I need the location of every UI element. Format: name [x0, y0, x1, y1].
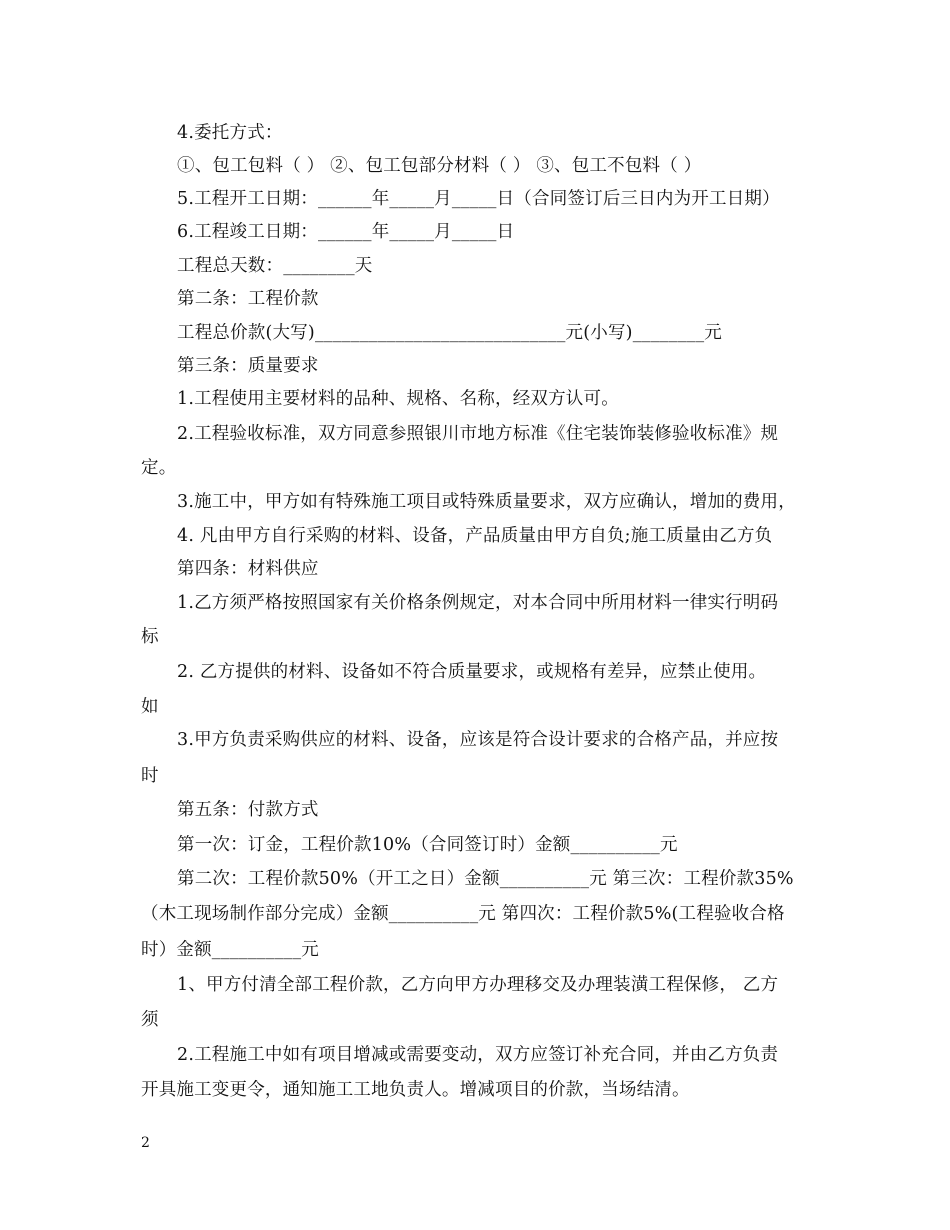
- text-line: 6.工程竣工日期：______年_____月_____日: [177, 222, 515, 242]
- text-line: 如: [141, 697, 159, 717]
- text-line: 第二次：工程价款50%（开工之日）金额__________元 第三次：工程价款35%: [177, 869, 794, 889]
- section-heading: 第五条：付款方式: [177, 800, 319, 820]
- text-line: 须: [141, 1010, 159, 1030]
- text-line: 4.委托方式：: [177, 123, 283, 143]
- text-line: 1.乙方须严格按照国家有关价格条例规定，对本合同中所用材料一律实行明码: [177, 593, 779, 613]
- text-line: 2.工程施工中如有项目增减或需要变动，双方应签订补充合同，并由乙方负责: [177, 1045, 779, 1065]
- text-line: 2. 乙方提供的材料、设备如不符合质量要求，或规格有差异，应禁止使用。: [177, 662, 767, 682]
- text-line: 第一次：订金，工程价款10%（合同签订时）金额__________元: [177, 835, 678, 855]
- text-line: 5.工程开工日期：______年_____月_____日（合同签订后三日内为开工日期）: [177, 189, 780, 209]
- text-line: 工程总价款(大写)____________________________元(小写)________元: [177, 323, 723, 343]
- text-line: 标: [141, 627, 159, 647]
- section-heading: 第三条：质量要求: [177, 356, 319, 376]
- text-line: 2.工程验收标准，双方同意参照银川市地方标准《住宅装饰装修验收标准》规: [177, 424, 779, 444]
- text-line: 1.工程使用主要材料的品种、规格、名称，经双方认可。: [177, 389, 619, 409]
- text-line: 4. 凡由甲方自行采购的材料、设备，产品质量由甲方自负;施工质量由乙方负: [177, 526, 773, 546]
- text-line: 工程总天数：________天: [177, 256, 373, 276]
- text-line: 时: [141, 766, 159, 786]
- text-line: 3.甲方负责采购供应的材料、设备，应该是符合设计要求的合格产品，并应按: [177, 730, 779, 750]
- text-line: ①、包工包料（ ） ②、包工包部分材料（ ） ③、包工不包料（ ）: [177, 156, 702, 176]
- text-line: 1、甲方付清全部工程价款，乙方向甲方办理移交及办理装潢工程保修， 乙方: [177, 975, 779, 995]
- text-line: 定。: [141, 458, 177, 478]
- text-line: （木工现场制作部分完成）金额__________元 第四次：工程价款5%(工程验收合格: [141, 904, 785, 924]
- page-number: 2: [141, 1135, 150, 1151]
- text-line: 开具施工变更令，通知施工工地负责人。增减项目的价款，当场结清。: [141, 1080, 690, 1100]
- section-heading: 第二条：工程价款: [177, 289, 319, 309]
- text-line: 时）金额__________元: [141, 940, 319, 960]
- text-line: 3.施工中，甲方如有特殊施工项目或特殊质量要求，双方应确认，增加的费用，: [177, 492, 796, 512]
- section-heading: 第四条：材料供应: [177, 559, 319, 579]
